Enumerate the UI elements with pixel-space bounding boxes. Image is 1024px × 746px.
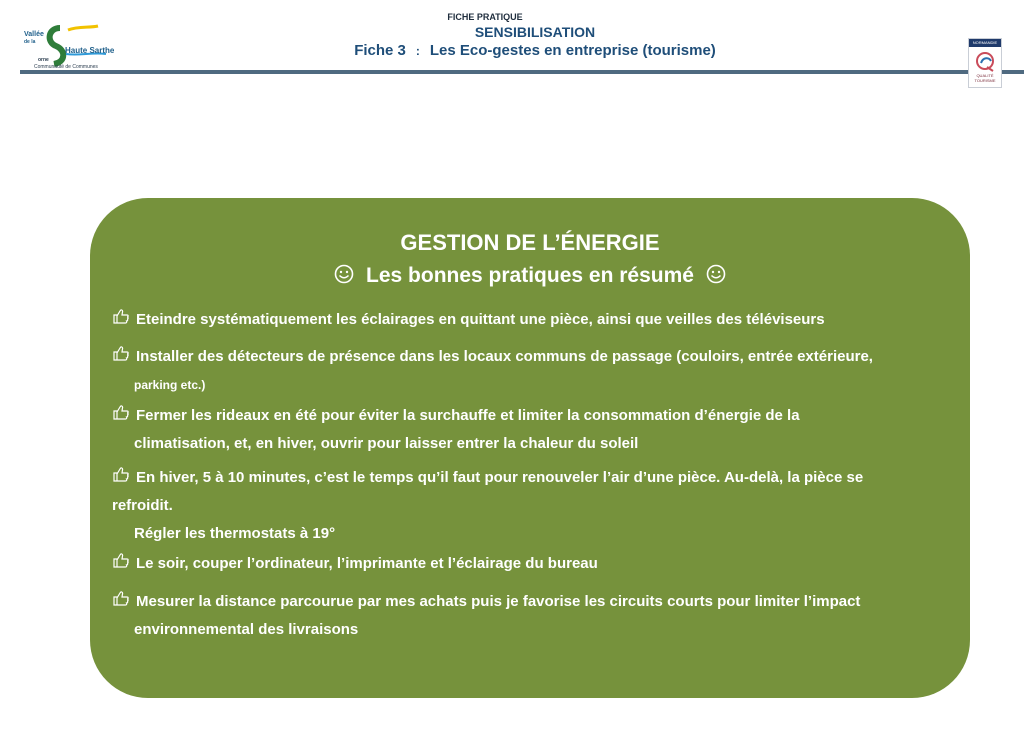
fiche-title: Fiche 3 : Les Eco-gestes en entreprise (tourisme) — [354, 42, 716, 59]
thumbs-up-icon — [112, 307, 130, 325]
list-item: Mesurer la distance parcourue par mes achats puis je favorise les circuits courts pour limiter l’impact environnemental des livraisons — [112, 588, 958, 644]
thumbs-up-icon — [112, 403, 130, 421]
panel-title: GESTION DE L’ÉNERGIE — [400, 230, 660, 255]
q-mark-icon — [969, 49, 1001, 75]
list-item: En hiver, 5 à 10 minutes, c’est le temps qu’il faut pour renouveler l’air d’une pièce. Au-delà, la pièce se refroidit. Régler les thermostats à 19° — [112, 464, 958, 548]
panel-subtitle: Les bonnes pratiques en résumé — [90, 264, 970, 288]
thumbs-up-icon — [112, 344, 130, 362]
list-item: Installer des détecteurs de présence dans les locaux communs de passage (couloirs, entrée extérieure, parking etc.) — [112, 343, 958, 399]
smiley-icon — [706, 264, 726, 284]
header-kicker: FICHE PRATIQUE — [447, 12, 523, 22]
header-divider — [20, 70, 1024, 74]
list-item: Fermer les rideaux en été pour éviter la surchauffe et limiter la consommation d’énergie de la climatisation, et, en hiver, ouvrir pour laisser entrer la chaleur du soleil — [112, 402, 958, 458]
energy-panel — [90, 198, 970, 698]
header-title: SENSIBILISATION — [474, 24, 596, 40]
thumbs-up-icon — [112, 465, 130, 483]
header-titles — [320, 12, 750, 59]
page-header — [0, 0, 1024, 83]
smiley-icon — [334, 264, 354, 284]
thumbs-up-icon — [112, 551, 130, 569]
list-item: Eteindre systématiquement les éclairages en quittant une pièce, ainsi que veilles des téléviseurs — [112, 306, 958, 334]
thumbs-up-icon — [112, 589, 130, 607]
communaute-logo: Vallée de la Haute Sarthe orne Communauté de Communes — [20, 24, 125, 70]
list-item: Le soir, couper l’ordinateur, l’imprimante et l’éclairage du bureau — [112, 550, 958, 578]
qualite-tourisme-logo: NORMANDIE QUALITÉ TOURISME — [968, 38, 1002, 88]
